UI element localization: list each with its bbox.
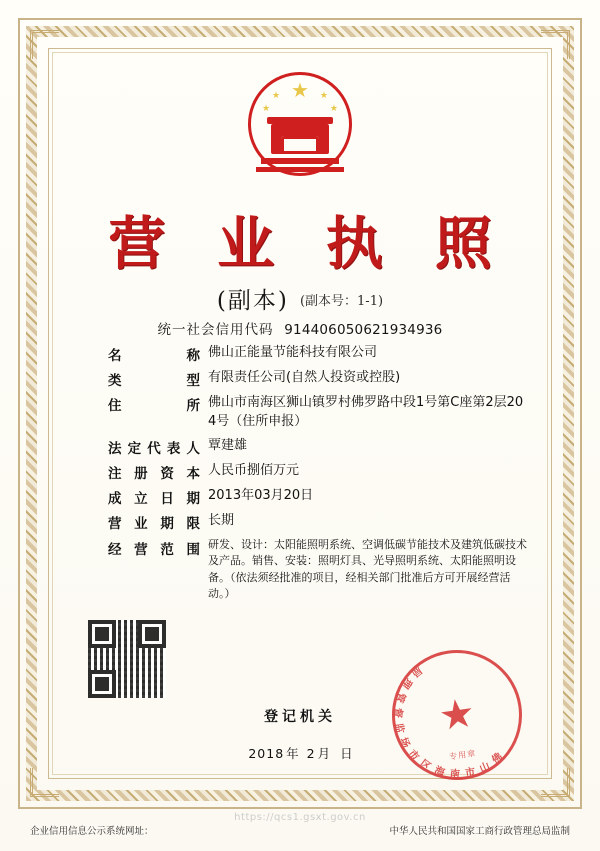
field-label: 经营范围 bbox=[108, 541, 200, 558]
document-subtitle: (副本) bbox=[216, 288, 289, 314]
field-label: 法定代表人 bbox=[108, 440, 200, 457]
credit-code-label: 统一社会信用代码 bbox=[157, 322, 274, 338]
qr-finder-top-right bbox=[138, 620, 166, 648]
corner-ornament-bottom-right bbox=[541, 768, 570, 797]
field-value: 人民币捌佰万元 bbox=[208, 462, 300, 478]
field-label: 类 型 bbox=[108, 373, 200, 389]
emblem-base-upper bbox=[261, 158, 339, 164]
emblem-star-small-2: ★ bbox=[262, 104, 271, 114]
corner-ornament-top-left bbox=[30, 30, 59, 59]
registry-authority-label: 登记机关 bbox=[264, 709, 336, 725]
field-row-business-term bbox=[108, 512, 530, 532]
emblem-base-lower bbox=[256, 167, 344, 172]
field-row-registered-capital bbox=[108, 462, 530, 482]
field-row-legal-representative bbox=[108, 437, 530, 457]
footer bbox=[30, 823, 570, 837]
field-label: 注册资本 bbox=[108, 465, 200, 482]
field-value: 长期 bbox=[208, 512, 235, 528]
footer-right-text: 中华人民共和国国家工商行政管理总局监制 bbox=[389, 826, 570, 837]
issue-date-day-label: 日 bbox=[340, 746, 354, 761]
document-title: 营 业 执 照 bbox=[108, 210, 508, 277]
seal-subtext: 专用章 bbox=[448, 748, 477, 762]
document-subtitle-row bbox=[0, 282, 600, 315]
emblem-star-large: ★ bbox=[291, 78, 309, 102]
emblem-star-small-1: ★ bbox=[272, 91, 281, 101]
field-value: 佛山市南海区狮山镇罗村佛罗路中段1号第C座第2层204号（住所申报） bbox=[208, 395, 524, 429]
field-value: 2013年03月20日 bbox=[208, 487, 314, 503]
issue-date-month: 2 bbox=[306, 746, 316, 761]
field-value: 佛山正能量节能科技有限公司 bbox=[208, 345, 378, 360]
qr-code[interactable] bbox=[88, 620, 166, 698]
corner-ornament-bottom-left bbox=[30, 768, 59, 797]
field-row-address bbox=[108, 394, 530, 432]
national-emblem-icon bbox=[248, 72, 352, 176]
corner-ornament-top-right bbox=[541, 30, 570, 59]
issue-date-year-label: 年 bbox=[286, 746, 300, 761]
credit-code-value: 914406050621934936 bbox=[284, 322, 443, 338]
issue-date-line bbox=[0, 744, 600, 762]
qr-finder-bottom-left bbox=[88, 670, 116, 698]
field-value: 有限责任公司(自然人投资或控股) bbox=[208, 370, 401, 385]
emblem-star-small-4: ★ bbox=[329, 104, 338, 114]
field-value: 覃建雄 bbox=[208, 437, 248, 453]
document-subtitle-number: (副本号：1-1) bbox=[299, 294, 384, 309]
qr-finder-top-left bbox=[88, 620, 116, 648]
field-row-name bbox=[108, 344, 530, 364]
watermark-url: https://qcs1.gsxt.gov.cn bbox=[234, 812, 366, 823]
emblem-star-small-3: ★ bbox=[319, 91, 328, 101]
field-row-type bbox=[108, 369, 530, 389]
credit-code-row bbox=[0, 318, 600, 338]
field-label: 成立日期 bbox=[108, 490, 200, 507]
field-label: 住 所 bbox=[108, 398, 200, 414]
issue-date-year: 2018 bbox=[248, 746, 285, 761]
issue-date-month-label: 月 bbox=[317, 746, 332, 761]
footer-left-text: 企业信用信息公示系统网址： bbox=[30, 826, 154, 837]
field-value: 研发、设计：太阳能照明系统、空调低碳节能技术及建筑低碳技术及产品。销售、安装：照明灯具、光导照明系统、太阳能照明设备。（依法须经批准的项目，经相关部门批准后方可开展经营活动。） bbox=[208, 537, 527, 601]
seal-text: 佛 山 市 南 海 区 市 场 监 督 管 理 局 bbox=[391, 663, 507, 781]
field-row-business-scope bbox=[108, 537, 530, 603]
field-label: 名 称 bbox=[108, 348, 200, 364]
field-label: 营业期限 bbox=[108, 515, 200, 532]
seal-star-icon: ★ bbox=[436, 689, 478, 741]
field-row-establish-date bbox=[108, 487, 530, 507]
fields-list bbox=[108, 344, 530, 608]
emblem-gate bbox=[271, 124, 329, 154]
emblem-container bbox=[0, 72, 600, 176]
